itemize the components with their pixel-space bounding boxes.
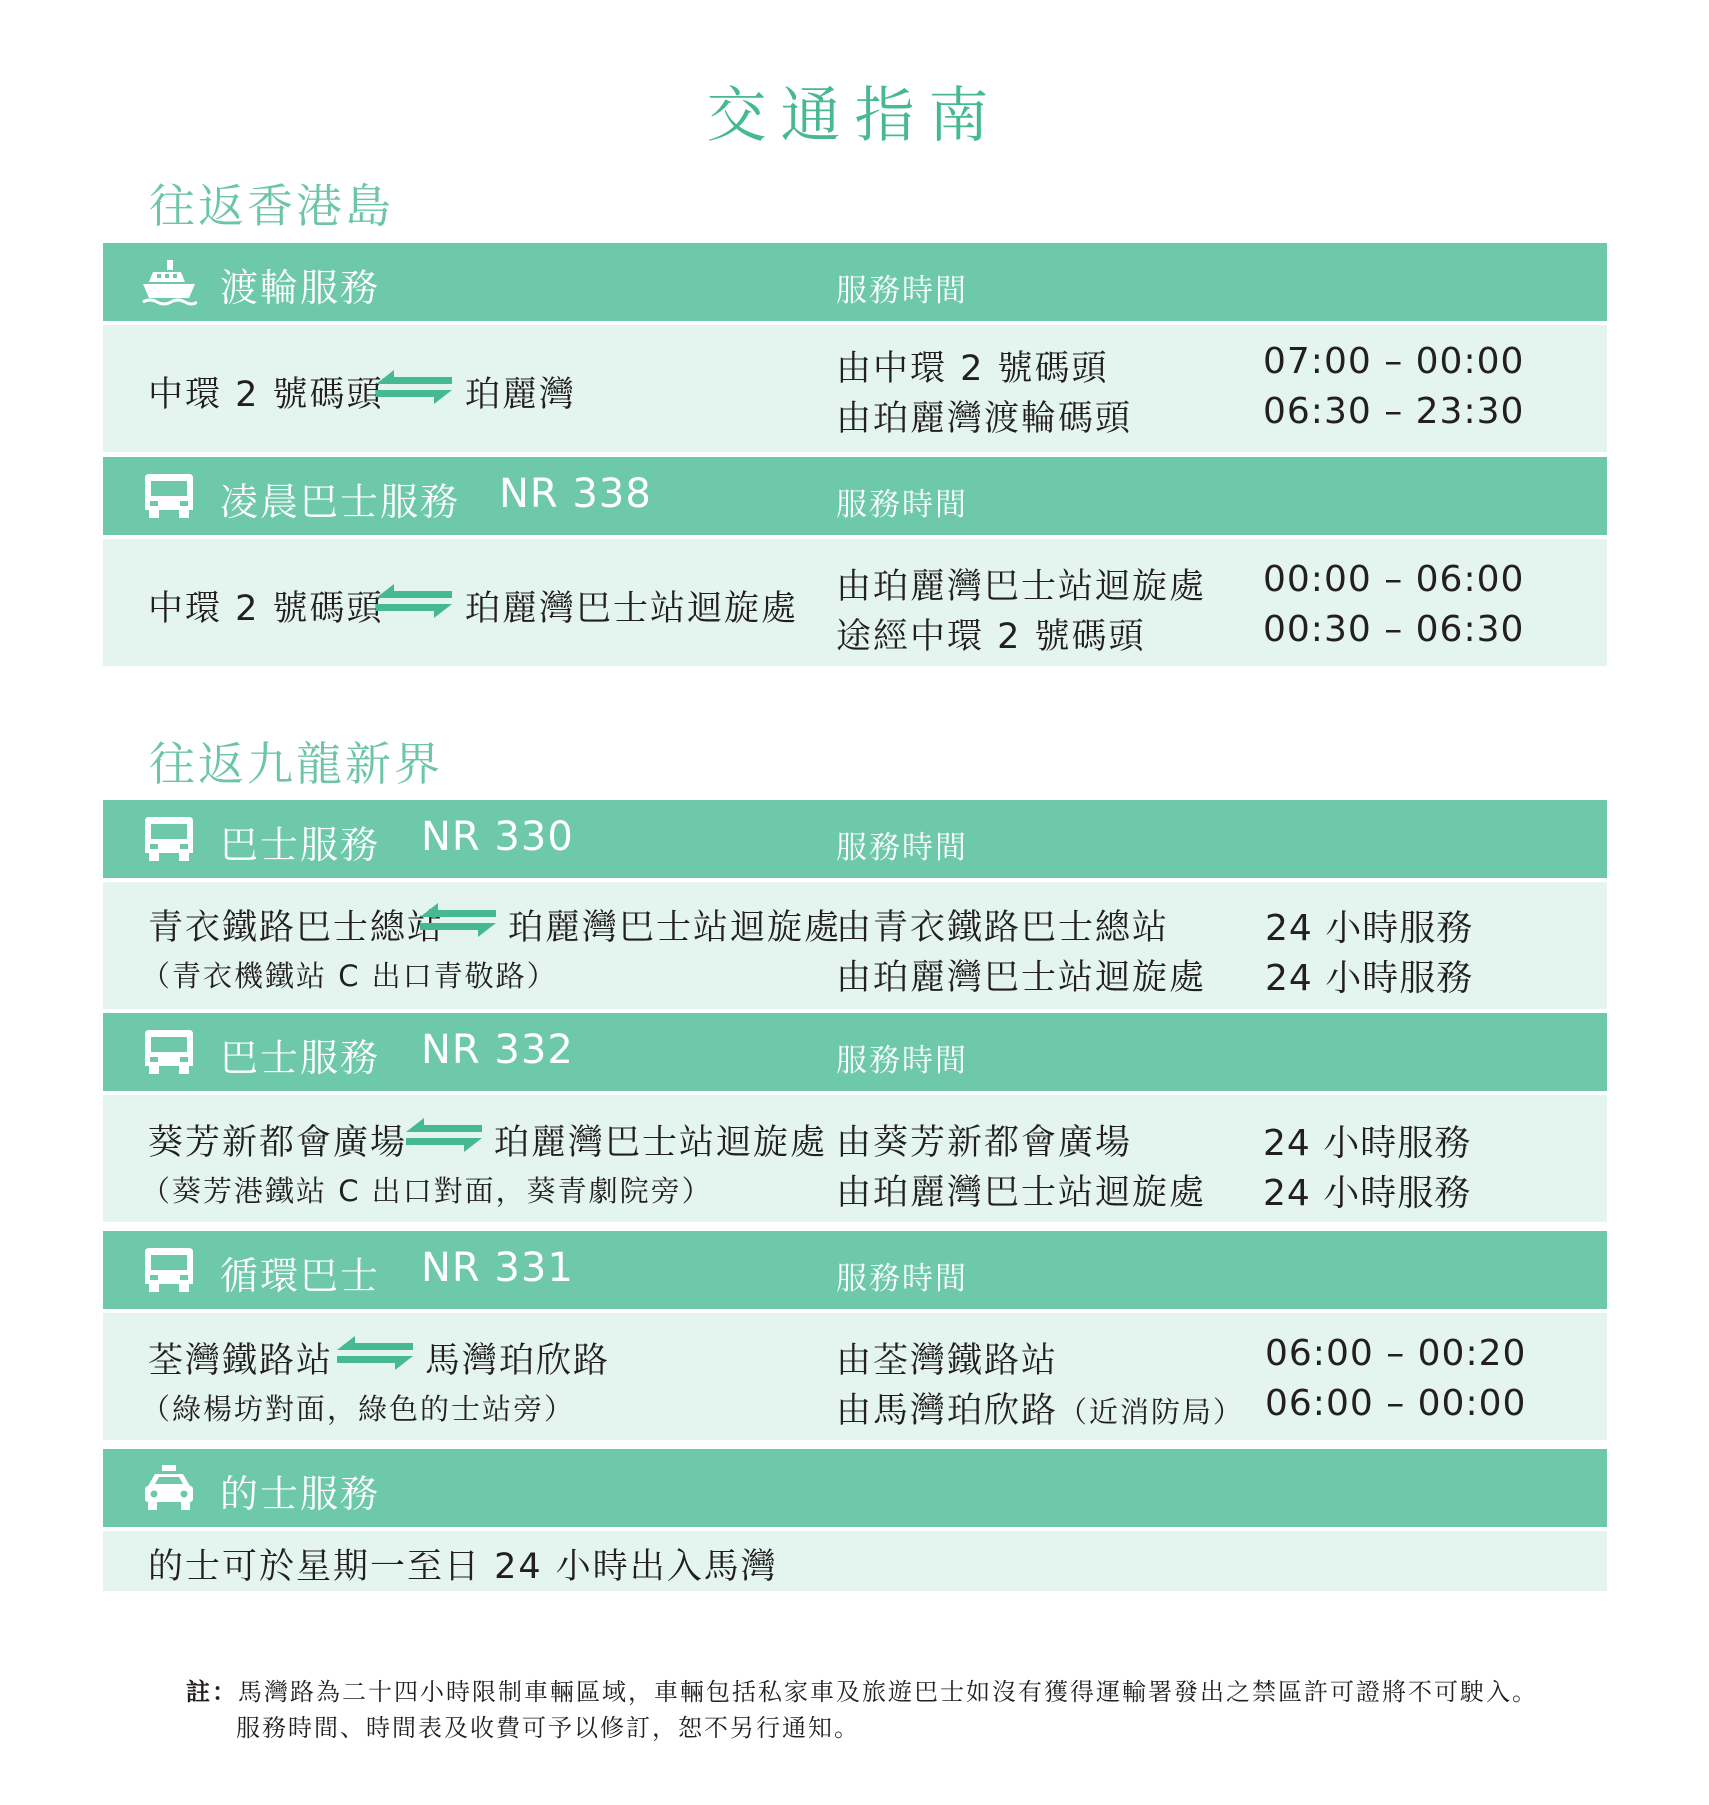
nr331-row (103, 1313, 1607, 1440)
ferry-row (103, 325, 1607, 452)
route-from-note: （青衣機鐵站 C 出口青敬路） (141, 959, 558, 993)
nr331-header (103, 1231, 1607, 1309)
taxi-header (103, 1449, 1607, 1527)
route-to: 珀麗灣巴士站迴旋處 (508, 908, 842, 948)
night-bus-header (103, 457, 1607, 535)
page-title: 交通指南 (706, 81, 1003, 151)
time-1: 07:00 – 00:00 (1263, 341, 1525, 382)
footnote-text-1: 馬灣路為二十四小時限制車輛區域，車輛包括私家車及旅遊巴士如沒有獲得運輸署發出之禁區許可證將不可駛入。 (238, 1678, 1538, 1706)
route-number: NR 331 (421, 1245, 574, 1291)
bus-label: 巴士服務 (220, 823, 381, 867)
time-2: 24 小時服務 (1265, 958, 1474, 999)
nr330-row (103, 882, 1607, 1009)
bus-icon (143, 1028, 195, 1076)
night-bus-row (103, 539, 1607, 666)
time-1: 00:00 – 06:00 (1263, 559, 1525, 600)
route-from: 青衣鐵路巴士總站 (148, 908, 445, 948)
departure-1: 由葵芳新都會廣場 (836, 1123, 1133, 1163)
bus-icon (143, 472, 195, 520)
route-from: 荃灣鐵路站 (148, 1341, 334, 1381)
hours-label: 服務時間 (836, 1043, 968, 1079)
hours-label: 服務時間 (836, 1261, 968, 1297)
route-to: 馬灣珀欣路 (425, 1341, 611, 1381)
route-to: 珀麗灣巴士站迴旋處 (494, 1123, 828, 1163)
footnote-line-2: 服務時間、時間表及收費可予以修訂，恕不另行通知。 (236, 1714, 860, 1742)
ferry-icon (141, 258, 197, 306)
ferry-header (103, 243, 1607, 321)
two-way-arrow-icon (337, 1333, 413, 1373)
taxi-row (103, 1531, 1607, 1591)
route-from-note: （葵芳港鐵站 C 出口對面，葵青劇院旁） (141, 1174, 713, 1208)
route-from: 葵芳新都會廣場 (148, 1123, 408, 1163)
time-2: 06:00 – 00:00 (1265, 1383, 1527, 1424)
departure-1: 由珀麗灣巴士站迴旋處 (836, 567, 1207, 607)
departure-2: 由珀麗灣渡輪碼頭 (836, 399, 1133, 439)
departure-1: 由荃灣鐵路站 (836, 1341, 1059, 1381)
departure-2 (836, 1383, 1244, 1433)
time-2: 06:30 – 23:30 (1263, 391, 1525, 432)
departure-2: 由珀麗灣巴士站迴旋處 (836, 1173, 1207, 1213)
route-from: 中環 2 號碼頭 (148, 589, 384, 629)
hours-label: 服務時間 (836, 273, 968, 309)
route-number: NR 338 (499, 471, 652, 517)
taxi-description: 的士可於星期一至日 24 小時出入馬灣 (148, 1547, 778, 1587)
bus-icon (143, 815, 195, 863)
route-from: 中環 2 號碼頭 (148, 375, 384, 415)
time-2: 24 小時服務 (1263, 1173, 1472, 1214)
section-title-hk: 往返香港島 (149, 179, 394, 233)
bus-icon (143, 1246, 195, 1294)
departure-1: 由中環 2 號碼頭 (836, 349, 1109, 389)
footnote-line-1 (186, 1672, 1538, 1707)
two-way-arrow-icon (406, 1115, 482, 1155)
departure-2-note: （近消防局） (1058, 1395, 1245, 1429)
taxi-icon (143, 1464, 195, 1512)
time-1: 06:00 – 00:20 (1265, 1333, 1527, 1374)
two-way-arrow-icon (376, 581, 452, 621)
time-1: 24 小時服務 (1265, 908, 1474, 949)
nr332-row (103, 1095, 1607, 1222)
hours-label: 服務時間 (836, 487, 968, 523)
footnote-prefix: 註： (186, 1678, 238, 1706)
two-way-arrow-icon (420, 900, 496, 940)
night-bus-label: 凌晨巴士服務 (220, 480, 461, 524)
departure-2: 由珀麗灣巴士站迴旋處 (836, 958, 1207, 998)
section-title-kln: 往返九龍新界 (149, 737, 443, 791)
circular-bus-label: 循環巴士 (220, 1254, 381, 1298)
route-from-note: （綠楊坊對面，綠色的士站旁） (141, 1392, 576, 1426)
hours-label: 服務時間 (836, 830, 968, 866)
time-1: 24 小時服務 (1263, 1123, 1472, 1164)
two-way-arrow-icon (376, 367, 452, 407)
ferry-label: 渡輪服務 (220, 266, 381, 310)
route-to: 珀麗灣 (465, 375, 577, 415)
departure-1: 由青衣鐵路巴士總站 (836, 908, 1170, 948)
taxi-label: 的士服務 (220, 1472, 381, 1516)
departure-2: 途經中環 2 號碼頭 (836, 617, 1146, 657)
route-number: NR 330 (421, 814, 574, 860)
bus-label: 巴士服務 (220, 1036, 381, 1080)
departure-2-text: 由馬灣珀欣路 (836, 1391, 1059, 1431)
nr332-header (103, 1013, 1607, 1091)
route-number: NR 332 (421, 1027, 574, 1073)
route-to: 珀麗灣巴士站迴旋處 (465, 589, 799, 629)
time-2: 00:30 – 06:30 (1263, 609, 1525, 650)
nr330-header (103, 800, 1607, 878)
